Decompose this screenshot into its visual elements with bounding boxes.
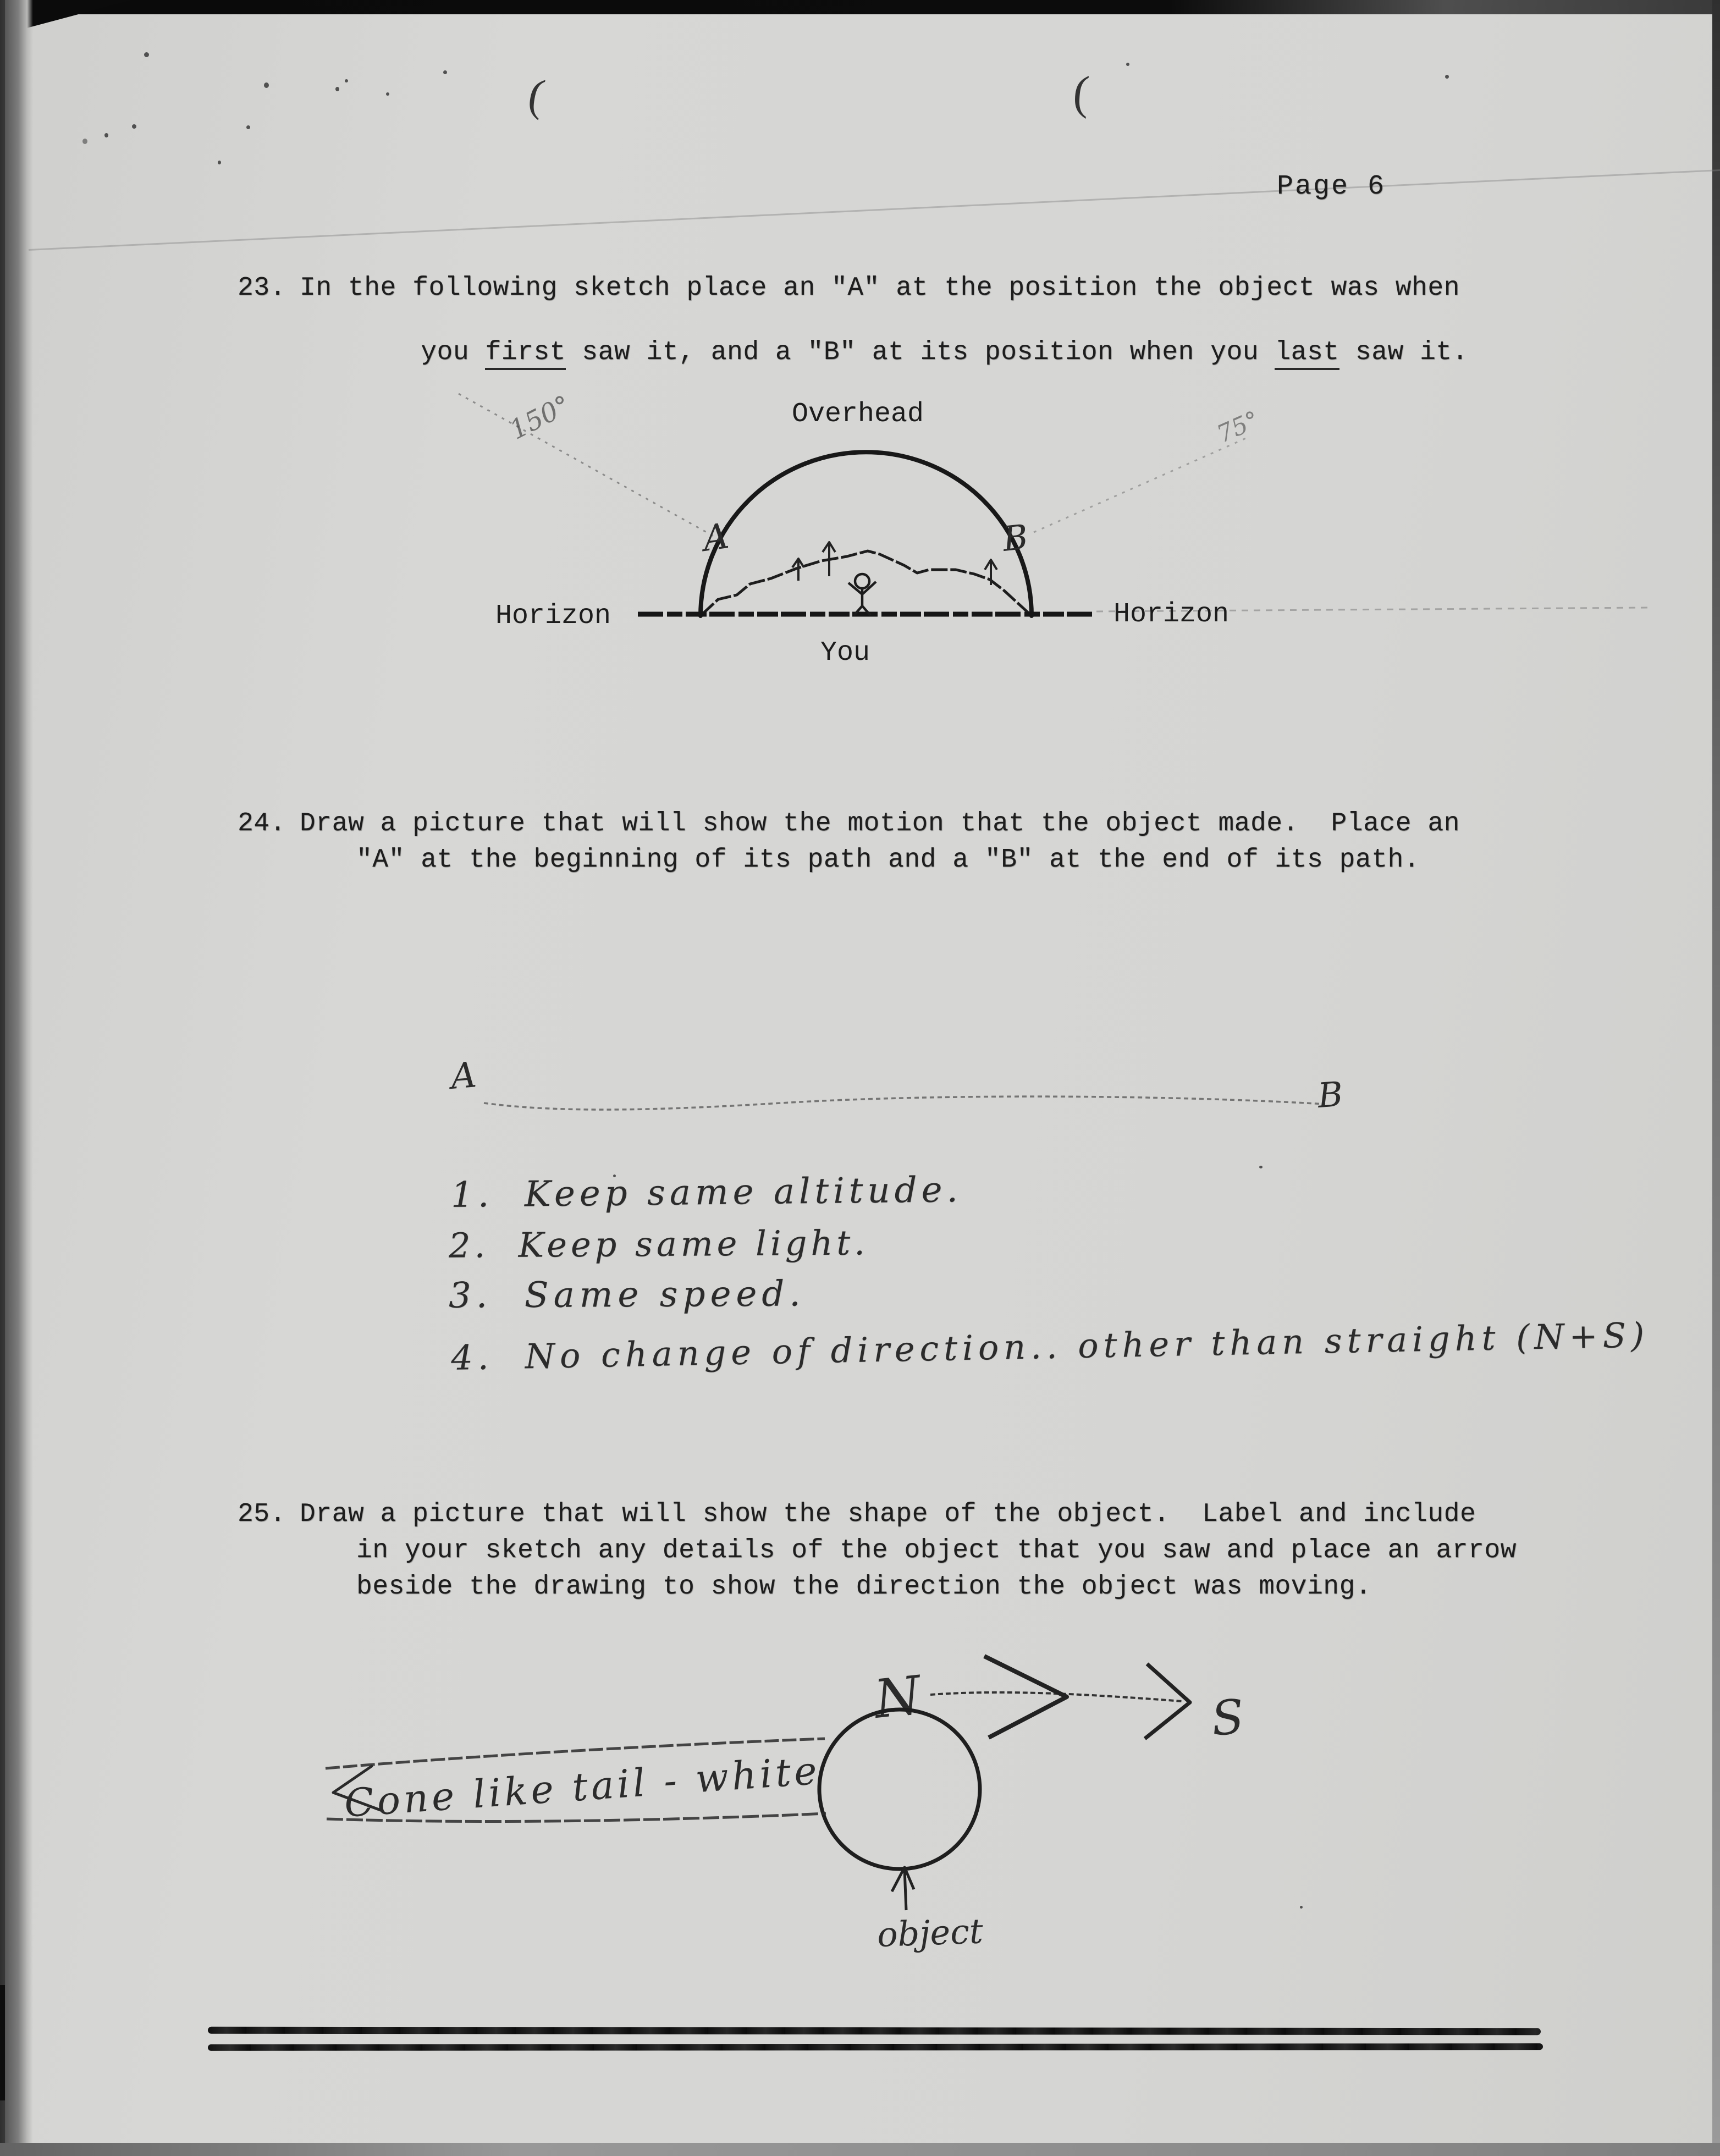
question-23-line-2-mid: saw it, and a "B" at its position when you [565, 337, 1275, 367]
terrain-profile [702, 551, 1030, 615]
scan-top-edge [0, 0, 1720, 14]
horizon-right-label: Horizon [1113, 599, 1230, 630]
question-25-number: 25. [238, 1499, 286, 1529]
ink-speck [335, 87, 339, 91]
overhead-label: Overhead [791, 399, 924, 430]
object-label: object [876, 1911, 984, 1955]
question-23-line-1: In the following sketch place an "A" at the position the object was when [300, 273, 1460, 303]
south-label: S [1209, 1689, 1247, 1747]
ink-speck [104, 133, 108, 137]
scan-left-edge-dark-sliver [0, 0, 5, 2156]
question-23-line-2-post: saw it. [1339, 337, 1469, 367]
direction-arrowhead-mid [984, 1656, 1067, 1738]
ink-speck [1126, 63, 1129, 66]
handwritten-note-3: 3. Same speed. [448, 1273, 806, 1316]
ink-speck [1259, 1166, 1263, 1168]
question-23-number: 23. [238, 273, 286, 303]
stray-paren-mark-left: ( [525, 69, 549, 121]
question-23-underlined-first: first [485, 338, 566, 370]
ink-speck [386, 92, 389, 96]
object-pointer-arrow [892, 1867, 914, 1910]
fold-crease-line [29, 169, 1720, 251]
scan-left-edge-black-strip [0, 1985, 5, 2100]
horizon-left-label: Horizon [495, 600, 611, 632]
terrain-arrow-3 [985, 560, 997, 585]
bottom-double-rule-line-1 [208, 2027, 1541, 2036]
question-24-number: 24. [238, 809, 286, 839]
question-25-line-2: in your sketch any details of the object that you saw and place an arrow [356, 1536, 1517, 1565]
stray-paren-mark-right: ( [1071, 65, 1091, 119]
scan-left-edge [0, 0, 33, 2156]
object-circle [815, 1706, 984, 1873]
left-angle-annotation: 150° [505, 389, 576, 446]
handwritten-note-4: 4. No change of direction.. other than straight (N+S) [450, 1315, 1650, 1378]
sight-line-right [1034, 438, 1247, 532]
question-23-line-2-pre: you [421, 337, 486, 367]
terrain-arrows [792, 542, 997, 585]
scan-bottom-edge [0, 2143, 1720, 2156]
direction-arrowhead-end [1145, 1664, 1190, 1739]
scan-right-edge [1712, 0, 1720, 2156]
right-angle-annotation: 75° [1212, 405, 1264, 449]
ink-speck [345, 79, 348, 82]
last-position-mark: B [1000, 516, 1030, 559]
ink-speck [218, 161, 221, 164]
ink-speck [264, 82, 269, 88]
object-shape-sketch [286, 1628, 1342, 2012]
question-25-line-3: beside the drawing to show the direction the object was moving. [356, 1572, 1372, 1602]
first-position-mark: A [700, 516, 731, 560]
ink-speck [1445, 75, 1449, 79]
tail-caption: Cone like tail - white [343, 1747, 822, 1826]
page-number: Page 6 [1277, 171, 1386, 202]
north-label: N [871, 1664, 924, 1730]
path-start-mark: A [449, 1055, 478, 1098]
motion-path-sketch [418, 1034, 1386, 1155]
question-25-line-1: Draw a picture that will show the shape of the object. Label and include [300, 1499, 1476, 1529]
motion-path-line [484, 1096, 1325, 1110]
ink-speck [82, 139, 87, 144]
ink-speck [144, 52, 149, 57]
handwritten-note-1: 1. Keep same altitude. [450, 1170, 963, 1216]
question-23-underlined-last: last [1275, 338, 1339, 370]
handwritten-note-2: 2. Keep same light. [448, 1222, 869, 1266]
ink-speck [246, 125, 250, 129]
question-24-line-2: "A" at the beginning of its path and a "B" at the end of its path. [356, 845, 1420, 875]
observer-stick-figure [848, 574, 876, 615]
question-24-line-1: Draw a picture that will show the motion that the object made. Place an [300, 809, 1460, 839]
ink-speck [443, 70, 447, 74]
ink-speck [132, 124, 136, 129]
sight-line-left [459, 394, 720, 540]
path-end-mark: B [1316, 1073, 1344, 1116]
elevation-sketch [440, 379, 1720, 676]
bottom-double-rule-line-2 [208, 2043, 1543, 2051]
you-label: You [820, 637, 870, 669]
